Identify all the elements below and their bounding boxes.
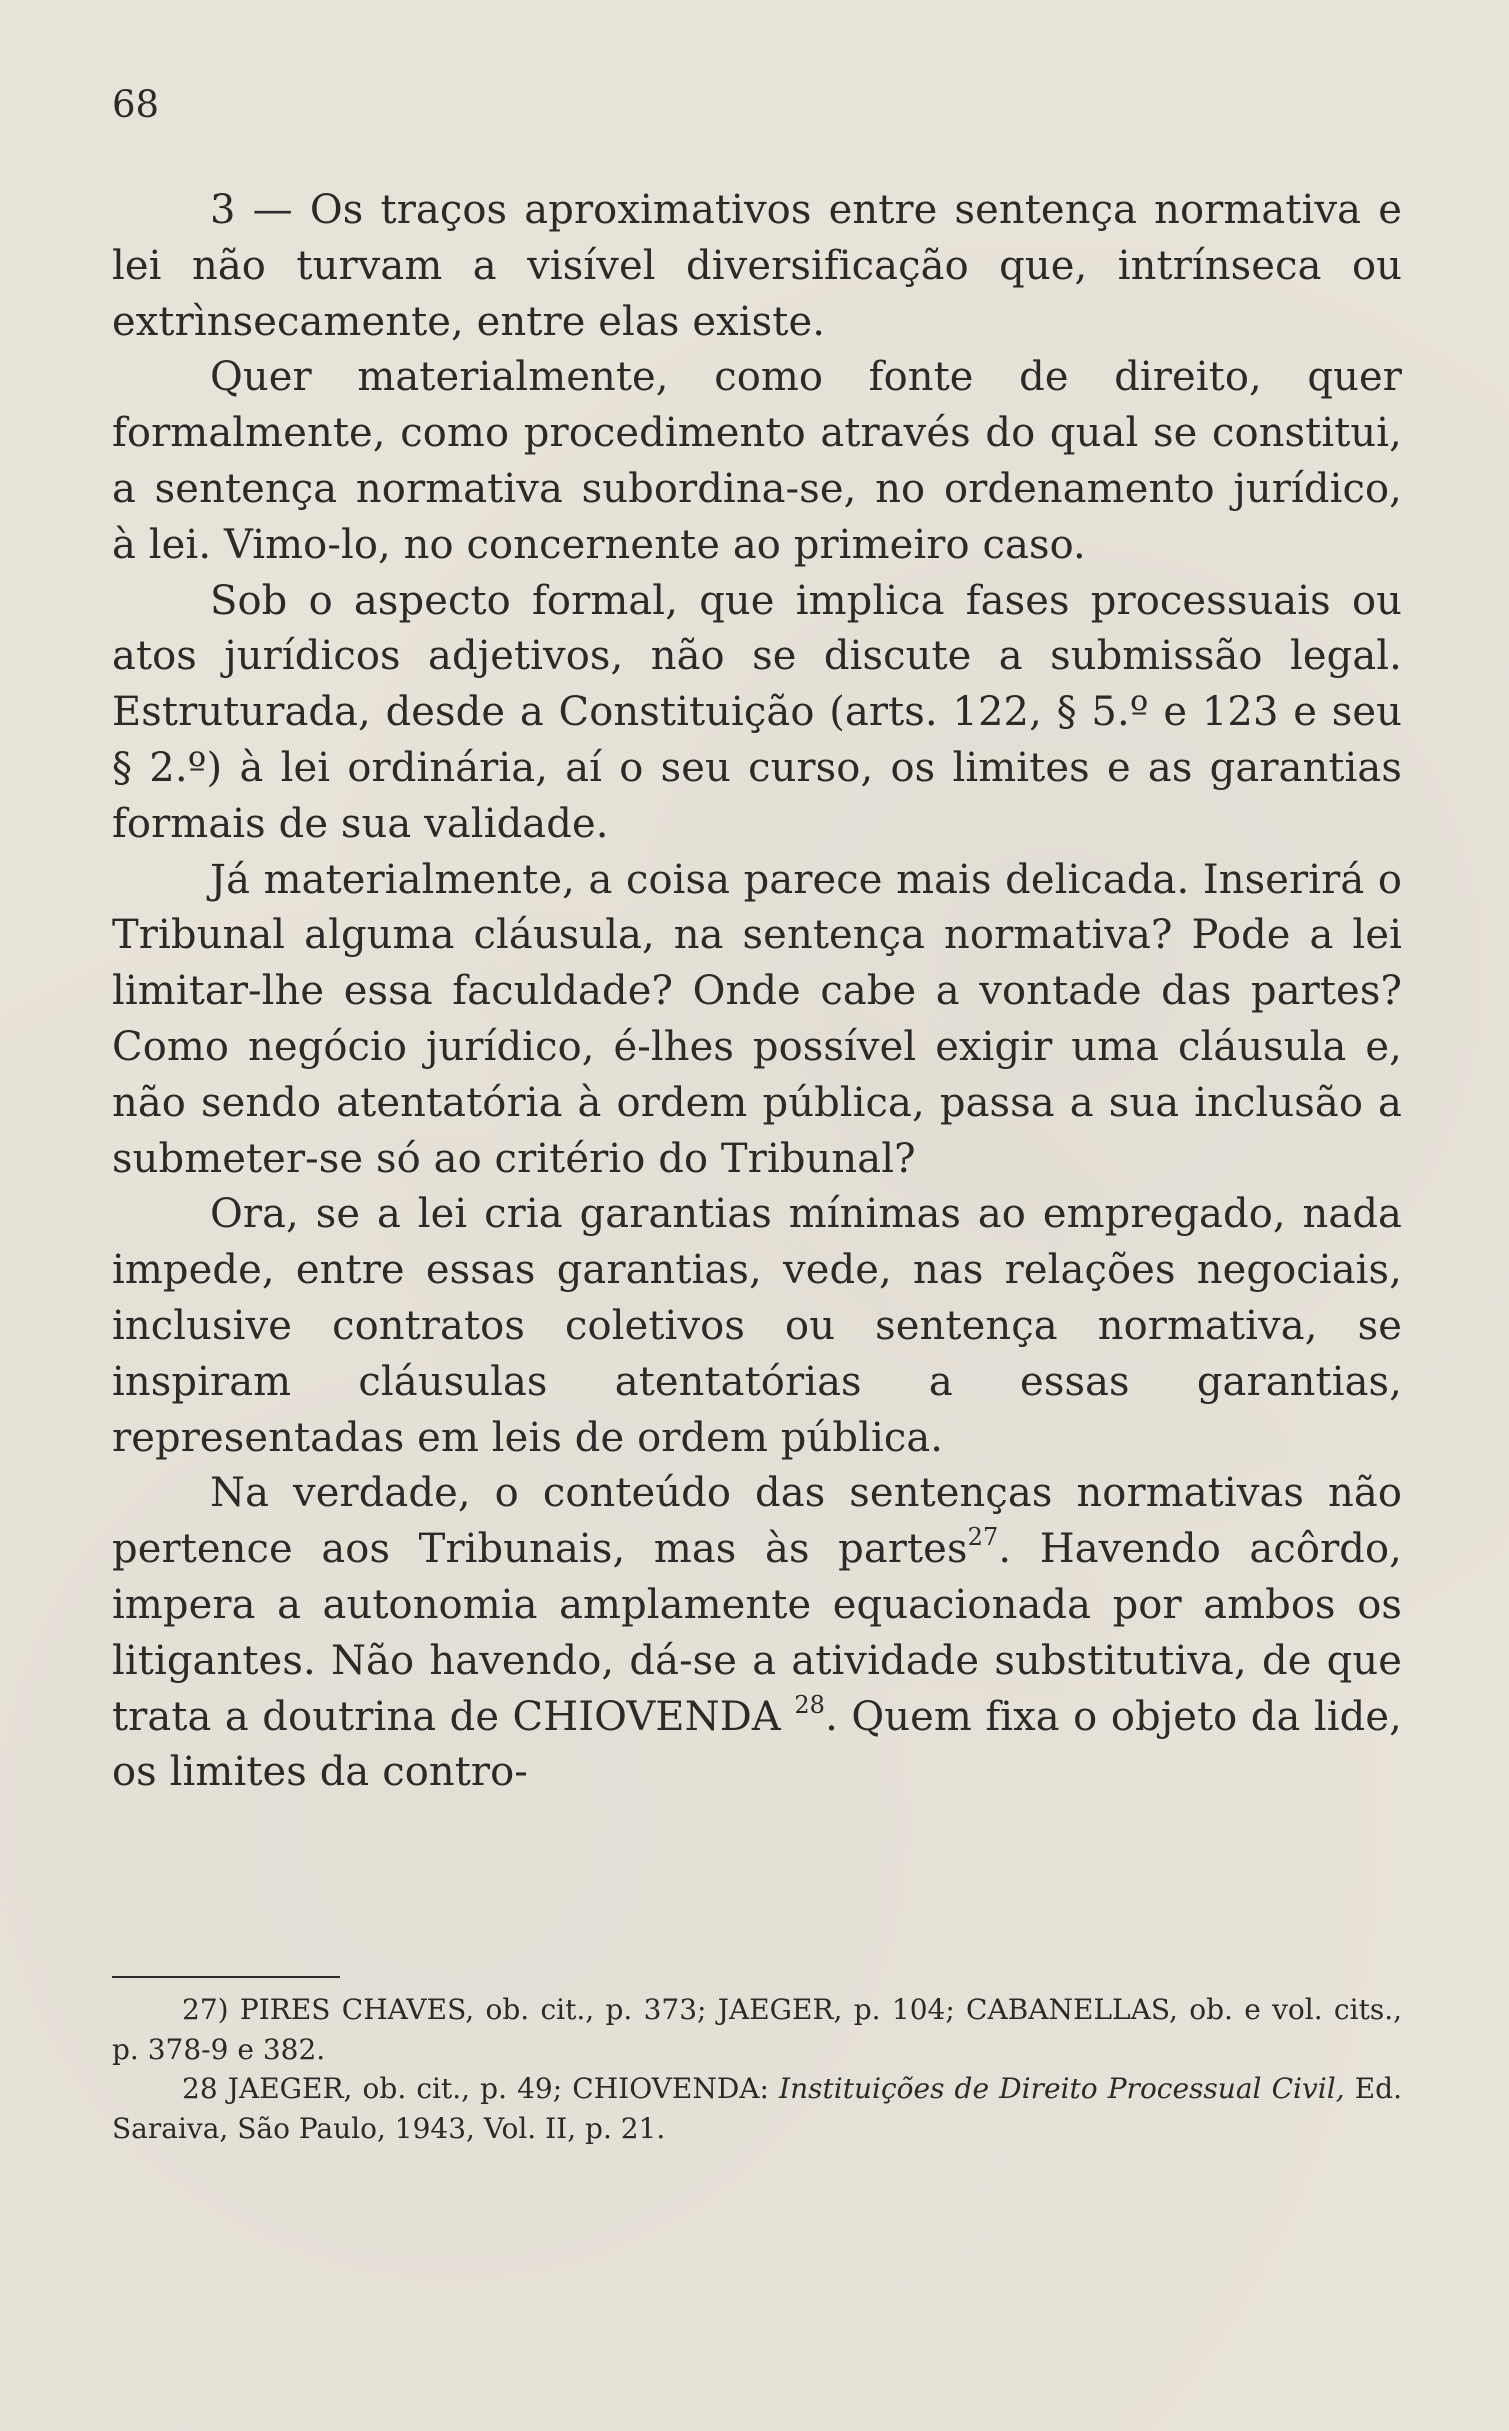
footnote-28-title: Instituições de Direito Processual Civil,: [779, 2072, 1345, 2105]
paragraph-4: Já materialmente, a coisa parece mais delicada. Inserirá o Tribunal alguma cláusula, na sentença normativa? Pode a lei limitar-lhe essa faculdade? Onde cabe a vontade das partes? Como negócio jurídico, é-lhes possível exigir uma cláusula e, não sendo atentatória à ordem pública, passa a sua inclusão a submeter-se só ao critério do Tribunal?: [112, 856, 1402, 1182]
page-number: 68: [112, 83, 160, 126]
paragraph-6: [112, 1466, 1402, 1801]
paragraph-1: 3 — Os traços aproximativos entre sentença normativa e lei não turvam a visível diversificação que, intrínseca ou extrìnsecamente, entre elas existe.: [112, 187, 1402, 345]
paragraph-2: Quer materialmente, como fonte de direito, quer formalmente, como procedimento através do qual se constitui, a sentença normativa subordina-se, no ordenamento jurídico, à lei. Vimo-lo, no concernente ao primeiro caso.: [112, 354, 1402, 568]
footnote-28-suffix: Ed. Saraiva, São Paulo, 1943, Vol. II, p. 21.: [112, 2072, 1402, 2145]
footnote-28: [112, 2069, 1402, 2148]
paragraph-6-text-1: Na verdade, o conteúdo das sentenças normativas não pertence aos Tribunais, mas às partes: [112, 1470, 1402, 1573]
footnote-28-prefix: 28 JAEGER, ob. cit., p. 49; CHIOVENDA:: [182, 2072, 780, 2105]
footnote-divider: [112, 1976, 340, 1978]
paragraph-3: Sob o aspecto formal, que implica fases processuais ou atos jurídicos adjetivos, não se discute a submissão legal. Estruturada, desde a Constituição (arts. 122, § 5.º e 123 e seu § 2.º) à lei ordinária, aí o seu curso, os limites e as garantias formais de sua validade.: [112, 577, 1402, 847]
footnotes: [112, 1990, 1402, 2148]
footnote-ref-28: 28: [794, 1690, 826, 1719]
paragraph-6-text-2: . Havendo acôrdo, impera a autonomia amplamente equacionada por ambos os litigantes. Não havendo, dá-se a atividade substitutiva, de que trata a doutrina de CHIOVENDA: [112, 1526, 1402, 1740]
paragraph-5: Ora, se a lei cria garantias mínimas ao empregado, nada impede, entre essas garantias, vede, nas relações negociais, inclusive contratos coletivos ou sentença normativa, se inspiram cláusulas atentatórias a essas garantias, representadas em leis de ordem pública.: [112, 1191, 1402, 1461]
footnote-27: 27) PIRES CHAVES, ob. cit., p. 373; JAEGER, p. 104; CABANELLAS, ob. e vol. cits., p. 378-9 e 382.: [112, 1993, 1402, 2066]
main-text: [112, 183, 1402, 1801]
footnote-ref-27: 27: [967, 1523, 999, 1552]
paragraph-6-text-3: . Quem fixa o objeto da lide, os limites da contro-: [112, 1693, 1402, 1796]
